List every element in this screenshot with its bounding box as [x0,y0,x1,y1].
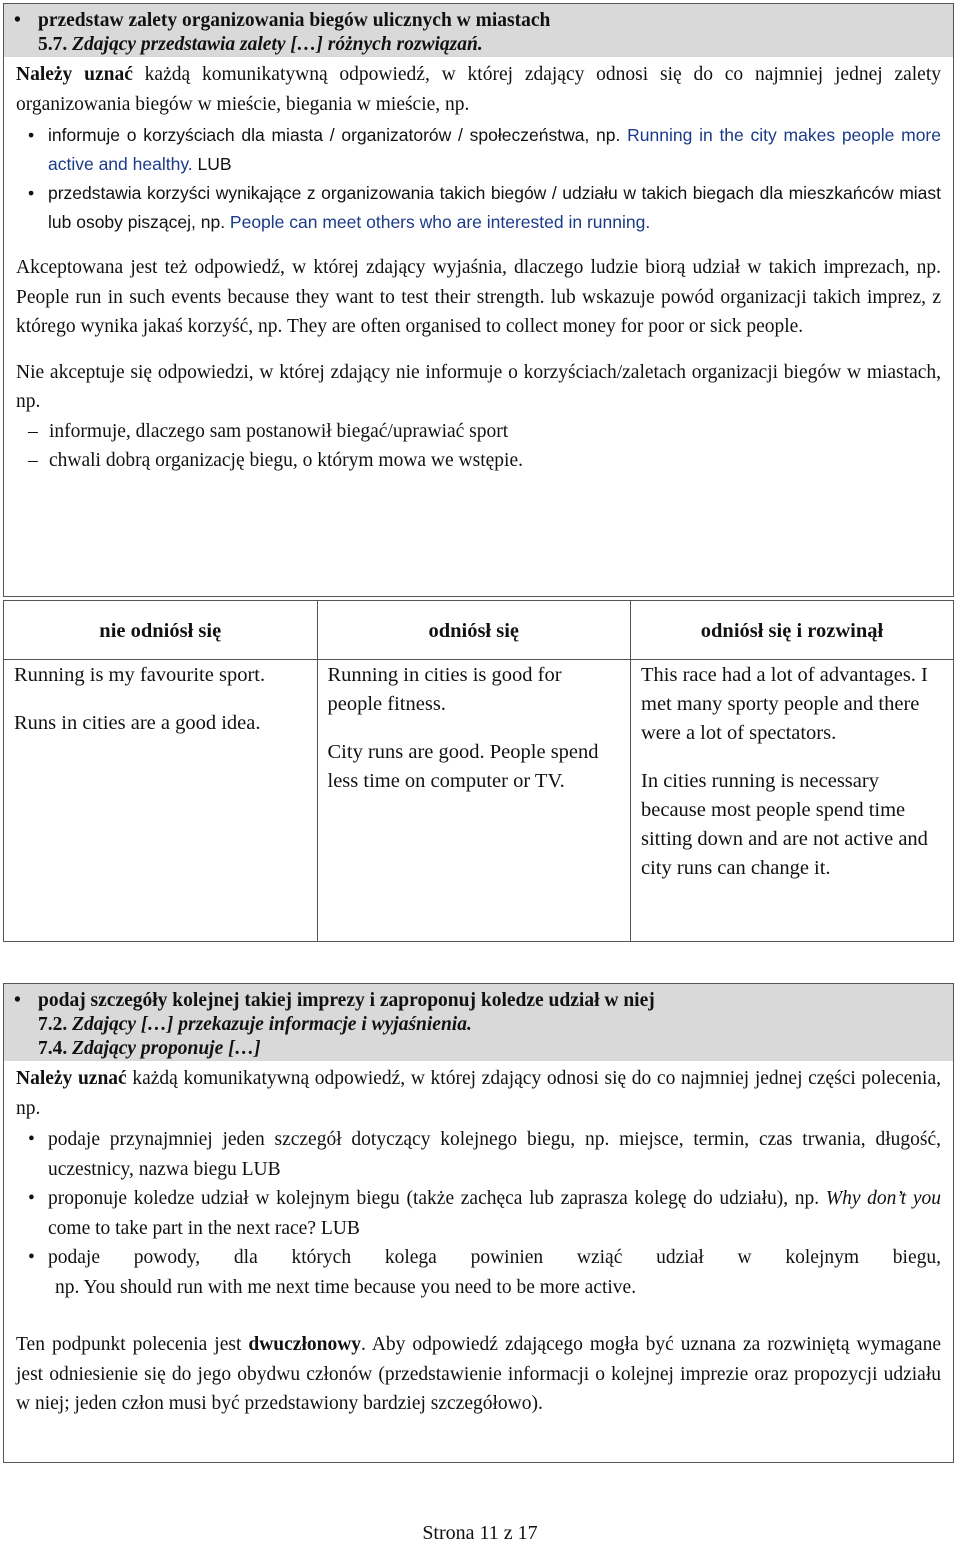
accepted-paragraph: Akceptowana jest też odpowiedź, w której zdający wyjaśnia, dlaczego ludzie biorą udział w takich imprezach, np. People run in such events because they want to test their strength. lub wskazuje powód organizacji takich imprez, z którego wynika jakaś korzyść, np. They are often organised to collect money for poor or sick people. [16,257,941,337]
bullet-icon: • [28,1188,35,1209]
intro-bold: Należy uznać [16,1068,127,1089]
intro-text: każdą komunikatywną odpowiedź, w której zdający odnosi się do co najmniej jednej części polecenia, np. [16,1068,941,1119]
bullet-list [4,121,953,237]
task-header [4,984,953,1061]
examples-table [3,600,954,942]
task-reference [14,1037,943,1061]
task-instruction: podaj szczegóły kolejnej takiej imprezy i zaproponuj koledze udział w niej [38,990,655,1011]
bullet-text: np. You should run with me next time because you need to be more active. [55,1276,637,1298]
example-text: City runs are good. People spend less time on computer or TV. [327,741,599,792]
intro-bold: Należy uznać [16,64,133,85]
bullet-icon: • [28,183,35,203]
bullet-text: proponuje koledze udział w kolejnym biegu (także zachęca lub zaprasza kolegę do udziału), np. [48,1188,826,1209]
intro-paragraph [4,1064,953,1123]
bullet-text: podaje przynajmniej jeden szczegół dotyczący kolejnego biegu, np. miejsce, termin, czas trwania, długość, uczestnicy, nazwa biegu LUB [48,1129,941,1180]
bullet-list [4,1125,953,1302]
list-item [16,179,941,237]
column-header: odniósł się [317,601,631,660]
dash-item-text: chwali dobrą organizację biegu, o którym mowa we wstępie. [49,450,523,471]
list-item [16,1184,941,1243]
bullet-polish-text: przedstawia korzyści wynikające z organizowania takich biegów / udziału w takich biegach dla mieszkańców miast lub osoby piszącej, np. [48,183,941,232]
bullet-polish-text: informuje o korzyściach dla miasta / organizatorów / społeczeństwa, np. [48,125,621,145]
table-cell [631,660,954,942]
criteria-box-event-details [3,983,954,1463]
example-text: This race had a lot of advantages. I met many sporty people and there were a lot of spectators. [641,664,928,744]
final-text: . Aby odpowiedź zdającego mogła być uznana za rozwiniętą wymagane jest odniesienie się do jego obydwu członów (przedstawienie informacji o kolejnej imprezie oraz propozycji udziału w niej; jeden człon musi być przedstawiony bardziej szczegółowo). [16,1334,941,1414]
final-bold: dwuczłonowy [248,1334,362,1355]
bullet-icon: • [28,125,35,145]
bullet-tail: LUB [192,154,232,174]
dash-icon: – [28,450,38,471]
list-item [16,417,941,447]
final-text: Ten podpunkt polecenia jest [16,1334,249,1355]
task-reference [14,33,943,57]
intro-text: każdą komunikatywną odpowiedź, w której zdający odnosi się do co najmniej jednej zalety organizowania biegów w mieście, biegania w mieście, np. [16,64,942,115]
task-reference-text: Zdający proponuje […] [72,1038,261,1059]
table-cell [4,660,318,942]
bullet-icon: • [28,1129,35,1150]
bullet-text: podaje powody, dla których kolega powinien wziąć udział w kolejnym biegu, [48,1247,941,1268]
not-accepted-paragraph: Nie akceptuje się odpowiedzi, w której zdający nie informuje o korzyściach/zaletach organizacji biegów w miastach, np. [16,361,941,412]
bullet-english-example: People can meet others who are interested in running. [225,212,651,232]
task-reference [14,1013,943,1037]
list-item [16,446,941,476]
dash-list [4,417,953,476]
column-header: odniósł się i rozwinął [631,601,954,660]
example-text: In cities running is necessary because most people spend time sitting down and are not active and city runs can change it. [641,770,928,879]
bullet-text: come to take part in the next race? LUB [48,1217,360,1239]
bullet-icon: • [14,10,21,31]
column-header: nie odniósł się [4,601,318,660]
criteria-box-advantages [3,3,954,597]
list-item [16,121,941,179]
list-item [16,1125,941,1184]
task-bullet [14,989,943,1013]
example-text: Runs in cities are a good idea. [14,712,261,734]
task-reference-number: 7.2. [38,1014,68,1035]
example-text: Running is my favourite sport. [14,664,266,686]
task-reference-text: Zdający […] przekazuje informacje i wyjaśnienia. [72,1014,472,1035]
final-paragraph [4,1330,953,1419]
task-reference-number: 7.4. [38,1038,68,1059]
table-cell [317,660,631,942]
bullet-italic-example: Why don’t you [825,1188,942,1209]
task-reference-number: 5.7. [38,34,68,55]
dash-icon: – [28,420,38,442]
list-item [16,1243,941,1302]
page-number: Strona 11 z 17 [422,1522,538,1544]
table-header-row [4,601,954,660]
bullet-icon: • [14,990,21,1011]
example-text: Running in cities is good for people fitness. [327,664,562,715]
task-reference-text: Zdający przedstawia zalety […] różnych rozwiązań. [72,34,483,55]
bullet-english-example: Running in the city makes people more active and healthy. [48,125,941,174]
intro-paragraph [4,60,953,119]
bullet-icon: • [28,1247,35,1268]
task-instruction: przedstaw zalety organizowania biegów ulicznych w miastach [38,10,551,31]
table-row [4,660,954,942]
dash-item-text: informuje, dlaczego sam postanowił biegać/uprawiać sport [49,420,509,442]
task-bullet [14,9,943,33]
task-header [4,4,953,57]
